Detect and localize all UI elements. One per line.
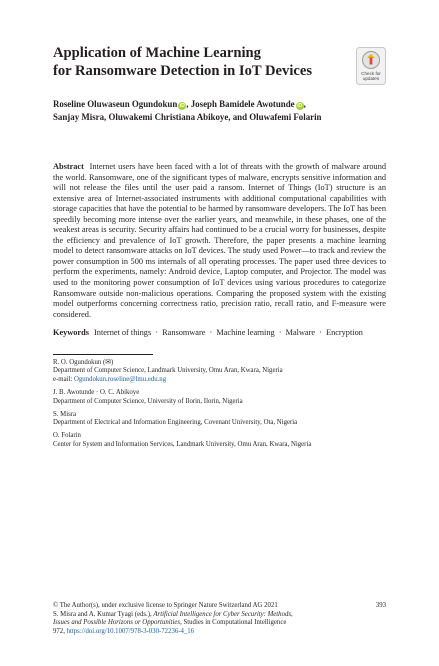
- affiliation-name: R. O. Ogundokun (✉): [53, 358, 114, 366]
- affiliation-name: S. Misra: [53, 410, 77, 418]
- citation-editors: S. Misra and A. Kumar Tyagi (eds.),: [53, 610, 154, 618]
- orcid-icon[interactable]: iD: [179, 103, 185, 109]
- email-link[interactable]: Ogundokun.roseline@lmu.edu.ng: [73, 375, 167, 383]
- affiliation-folarin: [53, 432, 386, 449]
- check-for-updates-badge[interactable]: [356, 47, 386, 85]
- copyright-block: [53, 602, 386, 636]
- affiliation-name: J. B. Awotunde · O. C. Abikoye: [53, 389, 140, 397]
- book-title: Artificial Intelligence for Cyber Security: Methods,: [153, 610, 293, 618]
- series-name: , Studies in Computational Intelligence: [180, 619, 287, 627]
- orcid-icon[interactable]: iD: [297, 103, 303, 109]
- author-name: Roseline Oluwaseun Ogundokun: [53, 99, 178, 109]
- author-line-2: Sanjay Misra, Oluwakemi Christiana Abikoye, and Oluwafemi Folarin: [53, 112, 322, 122]
- abstract: [53, 162, 386, 320]
- affiliation-awotunde-abikoye: [53, 389, 386, 406]
- affiliation-dept: Department of Computer Science, Landmark University, Omu Aran, Kwara, Nigeria: [53, 367, 283, 375]
- keyword-separator: ·: [278, 328, 282, 338]
- keyword: Internet of things: [94, 328, 152, 338]
- author-list: [53, 98, 386, 124]
- author-name: Joseph Bamidele Awotunde: [190, 99, 295, 109]
- author-line-1: [53, 98, 386, 111]
- keyword-separator: ·: [155, 328, 159, 338]
- book-title-cont: Issues and Possible Horizons or Opportunities: [53, 619, 181, 627]
- badge-line-2: updates: [362, 76, 380, 81]
- keyword: Ransomware: [162, 328, 206, 338]
- paper-title: [53, 44, 338, 80]
- keywords: [53, 328, 386, 339]
- affiliation-dept: Department of Electrical and Information Engineering, Covenant University, Ota, Nigeria: [53, 419, 298, 427]
- doi-link[interactable]: https://doi.org/10.1007/978-3-030-72236-4_16: [66, 627, 195, 635]
- abstract-text: Internet users have been faced with a lot of threats with the growth of malware around the world. Ransomware, one of the significant types of malware, encrypts sensitive information and will not release the files until the user paid a ransom. Internet of Things (IoT) structure is an extensive area of Internet-associated instruments with additional computational capabilities with storage capacities that have the potential to be harmed by ransomware developers. The IoT has been speedily becoming more intense over the earlier years, and meanwhile, in these phases, one of the weakest areas is security. Security affairs had continued to be a crucial worry for businesses, despite the efficiency and prevalence of IoT growth. Therefore, the paper presents a machine learning model to detect ransomware attacks on IoT devices. The study used Power—to track and review the power consumption in 500 ms internals of all operating processes. The paper used three devices to perform the experiments, namely: Android device, Laptop computer, and Projector. The model was used to the monitoring power consumption of IoT devices using various procedures to categorize Ransomware outside non-malicious operations. Comparing the proposed system with the existing model outperforms concerning correctness ratio, precision ratio, recall ratio, and F-measure were considered.: [53, 162, 386, 319]
- email-label: e-mail:: [53, 375, 74, 383]
- keyword-separator: ·: [319, 328, 322, 338]
- affiliation-dept: Center for System and Information Services, Landmark University, Omu Aran, Kwara, Nigeria: [53, 441, 312, 448]
- author-separator: ,: [186, 99, 191, 109]
- check-for-updates-icon: [356, 47, 386, 85]
- footnote-divider: [53, 354, 153, 355]
- affiliations: [53, 359, 386, 450]
- keyword: Malware: [285, 328, 316, 338]
- affiliation-misra: [53, 411, 386, 428]
- keywords-label: Keywords: [53, 328, 89, 338]
- keyword: Machine learning: [216, 328, 275, 338]
- volume-number: 972,: [53, 627, 67, 635]
- keyword-separator: ·: [209, 328, 213, 338]
- title-line-1: Application of Machine Learning: [53, 45, 261, 61]
- badge-line-1: Check for: [361, 71, 381, 76]
- affiliation-ogundokun: [53, 359, 386, 385]
- affiliation-dept: Department of Computer Science, University of Ilorin, Ilorin, Nigeria: [53, 397, 243, 405]
- affiliation-name: O. Folarin: [53, 432, 81, 440]
- abstract-label: Abstract: [53, 162, 84, 171]
- page-number: 393: [375, 602, 386, 609]
- copyright-text: [53, 602, 353, 636]
- title-block: [53, 44, 386, 80]
- copyright-line: © The Author(s), under exclusive license to Springer Nature Switzerland AG 2021: [53, 602, 278, 609]
- keyword: Encryption: [326, 328, 363, 338]
- title-line-2: for Ransomware Detection in IoT Devices: [53, 63, 313, 79]
- author-separator: ,: [303, 99, 306, 109]
